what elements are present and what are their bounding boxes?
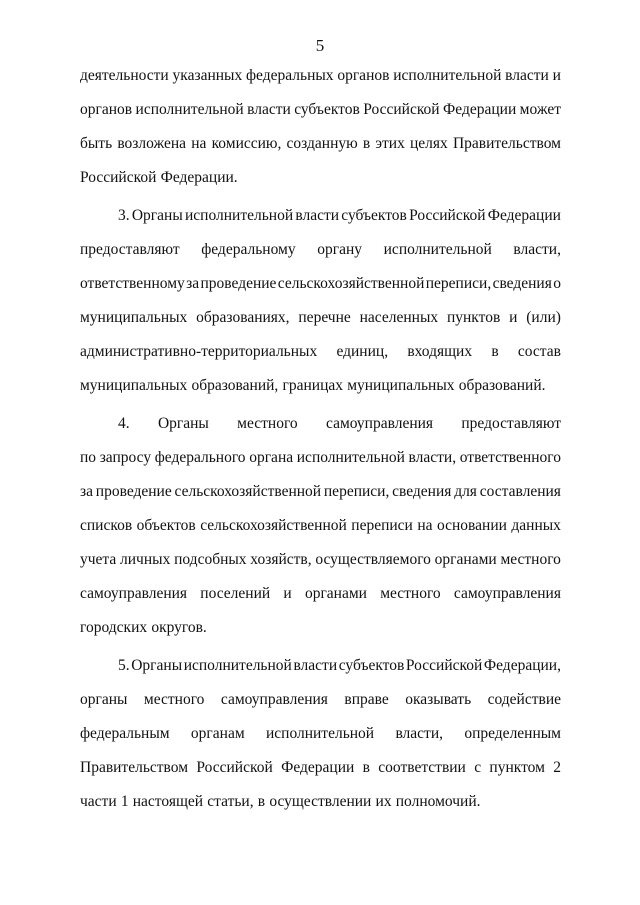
text-line: муниципальных образований, границах муниципальных образований. <box>80 377 546 394</box>
text-line: предоставляют федеральному органу исполнительной власти, <box>80 241 561 258</box>
text-line: быть возложена на комиссию, созданную в этих целях Правительством <box>80 135 561 152</box>
text-line: городских округов. <box>80 619 207 636</box>
text-line: органов исполнительной власти субъектов Российской Федерации может <box>80 101 561 118</box>
text-line: учета личных подсобных хозяйств, осуществляемого органами местного <box>80 551 561 568</box>
text-line: органы местного самоуправления вправе оказывать содействие <box>80 691 561 708</box>
text-line: за проведение сельскохозяйственной переписи, сведения для составления <box>80 483 561 500</box>
text-line: федеральным органам исполнительной власти, определенным <box>80 725 561 742</box>
text-line: 5. Органы исполнительной власти субъектов Российской Федерации, <box>118 657 561 674</box>
text-line: самоуправления поселений и органами местного самоуправления <box>80 585 561 602</box>
text-line: по запросу федерального органа исполнительной власти, ответственного <box>80 449 561 466</box>
text-line: списков объектов сельскохозяйственной переписи на основании данных <box>80 517 561 534</box>
text-line: 4. Органы местного самоуправления предоставляют <box>118 415 561 432</box>
text-line: Российской Федерации. <box>80 169 238 186</box>
page-number: 5 <box>315 36 325 55</box>
text-line: 3. Органы исполнительной власти субъектов Российской Федерации <box>118 207 561 224</box>
text-line: деятельности указанных федеральных органов исполнительной власти и <box>80 67 561 84</box>
text-line: административно-территориальных единиц, входящих в состав <box>80 343 561 360</box>
text-line: части 1 настоящей статьи, в осуществлении их полномочий. <box>80 793 481 810</box>
text-line: Правительством Российской Федерации в соответствии с пунктом 2 <box>80 759 561 776</box>
text-line: муниципальных образованиях, перечне населенных пунктов и (или) <box>80 309 561 326</box>
text-line: ответственному за проведение сельскохозяйственной переписи, сведения о <box>80 275 561 292</box>
